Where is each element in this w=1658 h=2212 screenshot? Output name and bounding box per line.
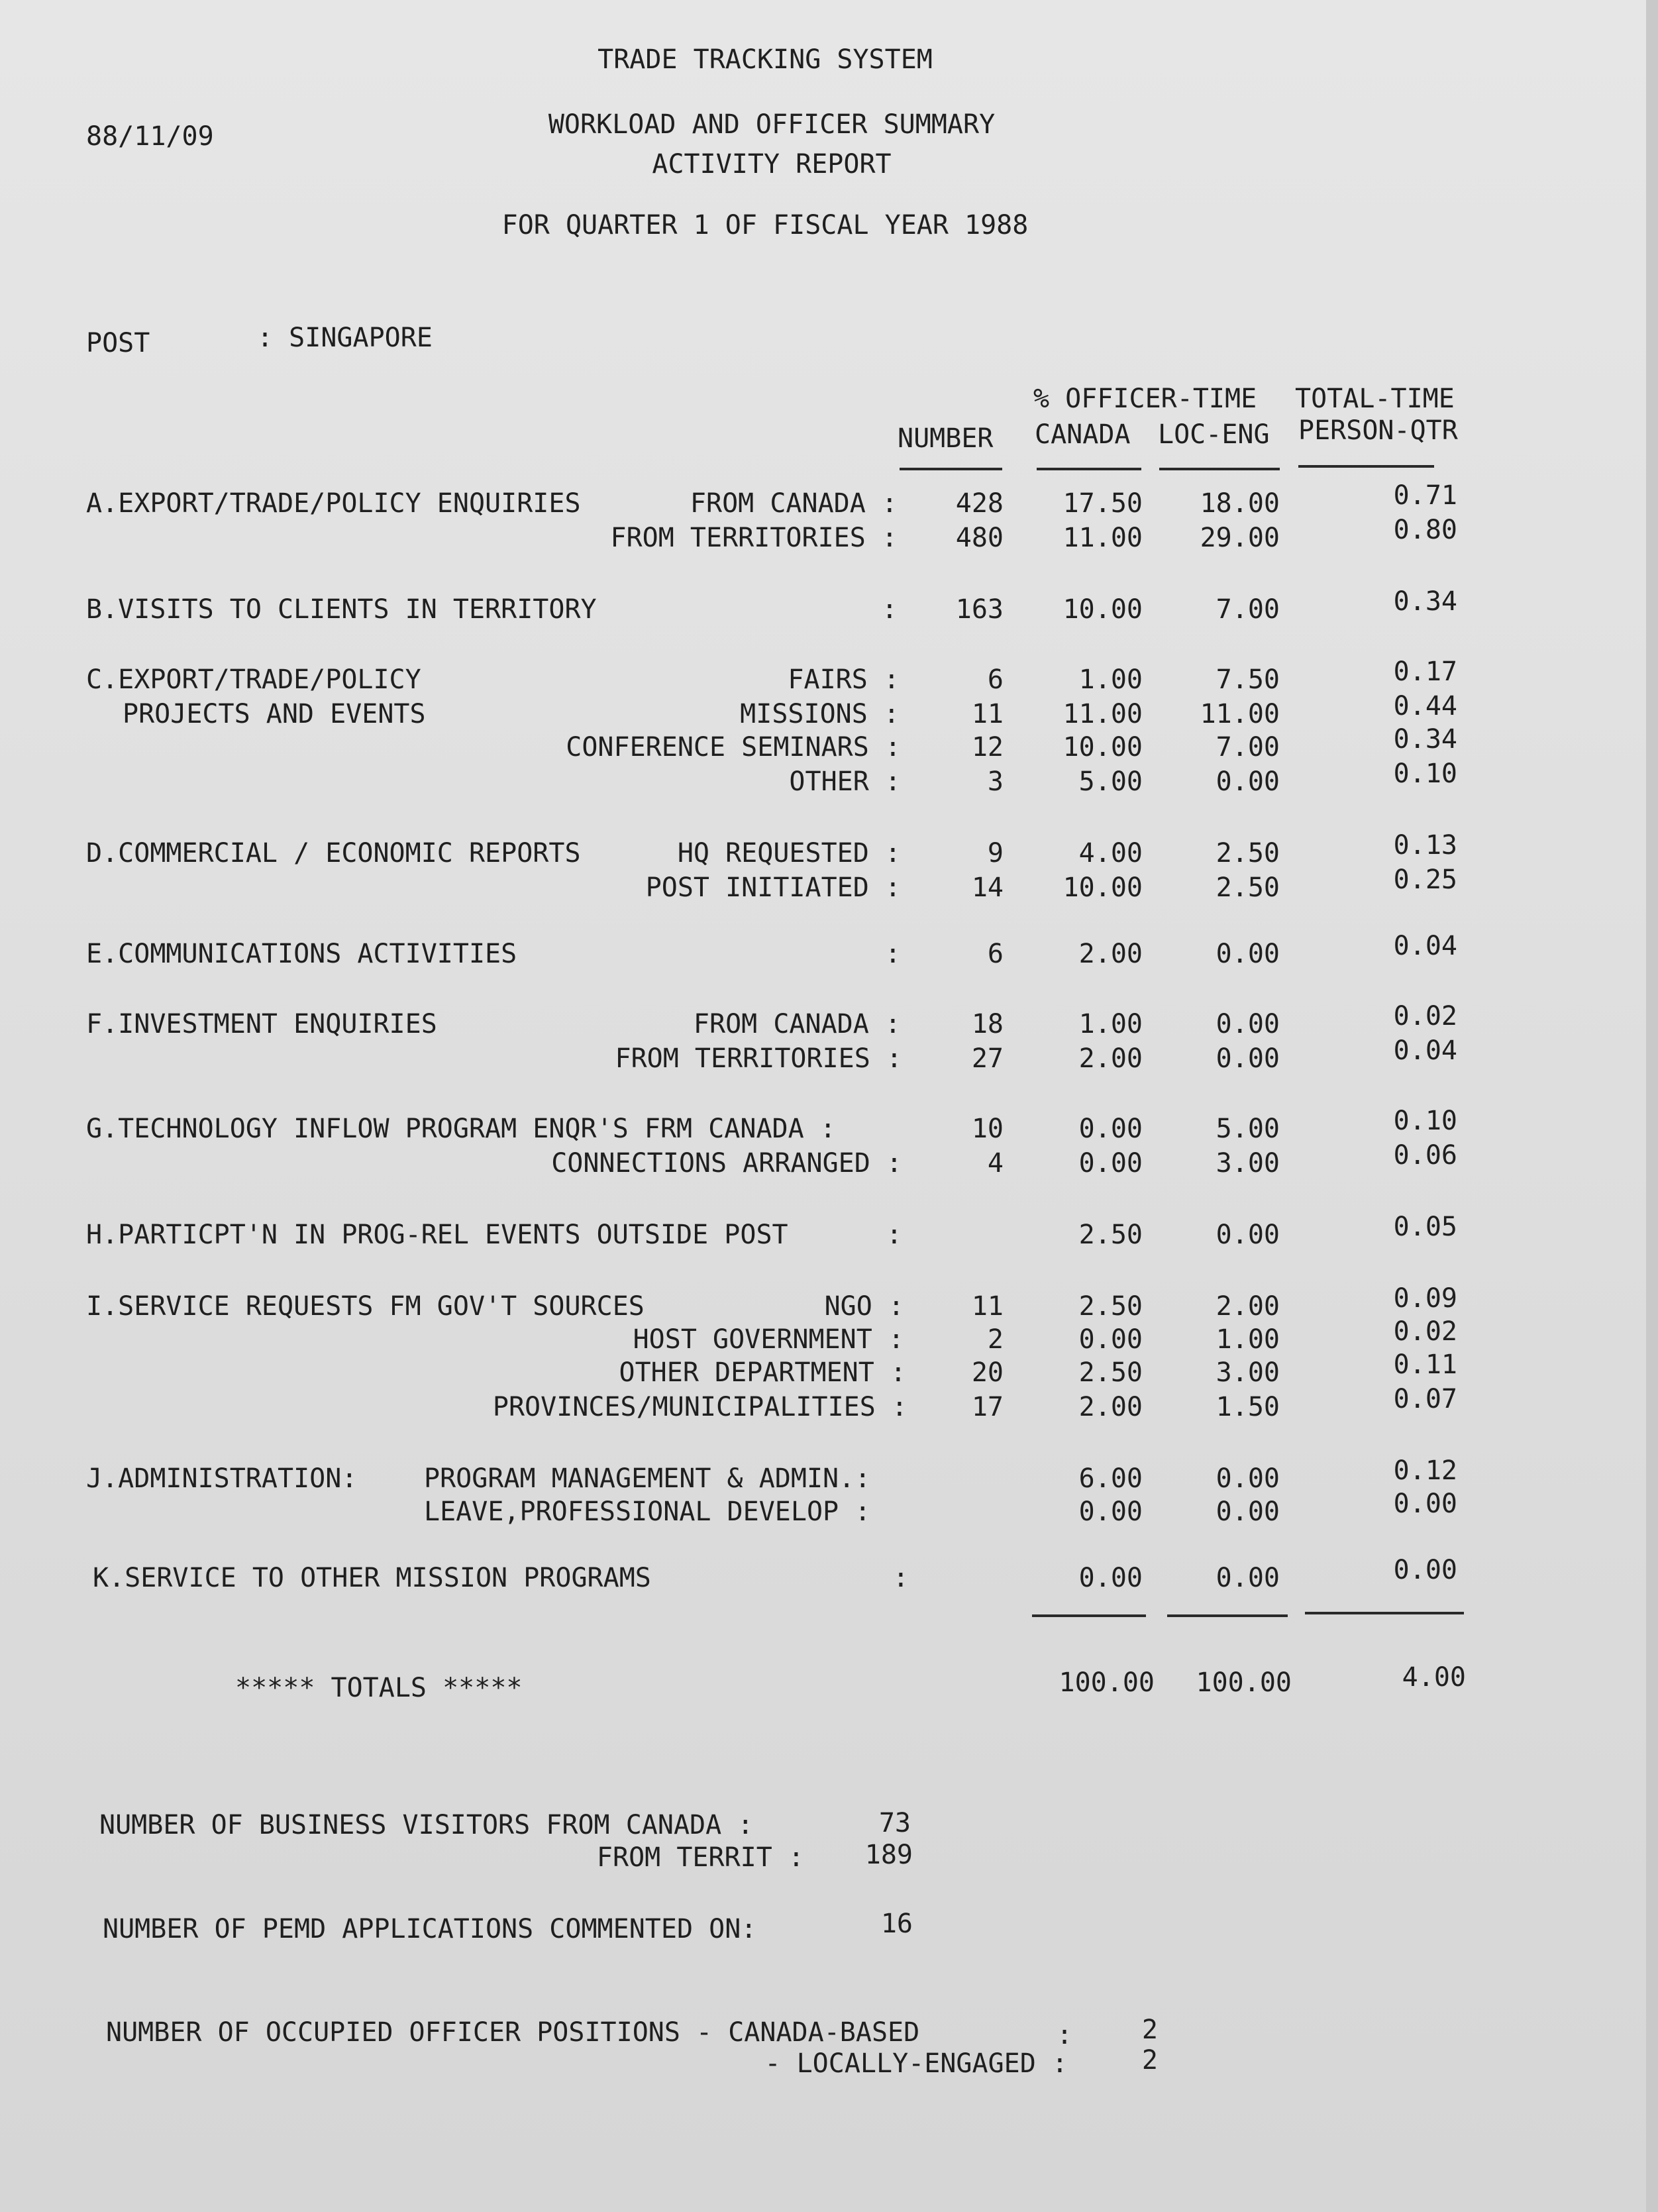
row-canada-pct: 0.00 bbox=[1078, 1148, 1143, 1179]
row-canada-pct: 10.00 bbox=[1062, 872, 1143, 903]
row-person-qtr: 0.00 bbox=[1393, 1489, 1457, 1519]
row-category: C.EXPORT/TRADE/POLICY bbox=[86, 664, 421, 695]
row-loceng-pct: 5.00 bbox=[1216, 1114, 1280, 1144]
totals-rule-total bbox=[1305, 1612, 1464, 1614]
pemd-label: NUMBER OF PEMD APPLICATIONS COMMENTED ON: bbox=[103, 1914, 757, 1944]
row-person-qtr: 0.10 bbox=[1393, 759, 1457, 789]
loceng-column-header: LOC-ENG bbox=[1158, 419, 1270, 450]
row-loceng-pct: 7.00 bbox=[1216, 732, 1280, 763]
row-loceng-pct: 0.00 bbox=[1216, 939, 1280, 969]
row-number: 10 bbox=[971, 1114, 1004, 1144]
row-canada-pct: 2.00 bbox=[1078, 939, 1143, 969]
row-category: K.SERVICE TO OTHER MISSION PROGRAMS bbox=[93, 1563, 651, 1593]
row-loceng-pct: 1.00 bbox=[1216, 1324, 1280, 1355]
row-person-qtr: 0.07 bbox=[1393, 1384, 1457, 1414]
row-loceng-pct: 18.00 bbox=[1200, 488, 1280, 519]
row-canada-pct: 11.00 bbox=[1062, 699, 1143, 729]
row-person-qtr: 0.34 bbox=[1393, 586, 1457, 617]
post-value: : SINGAPORE bbox=[257, 323, 433, 353]
row-person-qtr: 0.02 bbox=[1393, 1001, 1457, 1031]
row-number: 17 bbox=[971, 1392, 1004, 1422]
row-subcategory: : bbox=[884, 939, 901, 969]
officer-time-header: % OFFICER-TIME bbox=[1033, 384, 1257, 414]
row-loceng-pct: 1.50 bbox=[1216, 1392, 1280, 1422]
column-rule-total bbox=[1298, 465, 1434, 468]
totals-canada: 100.00 bbox=[1059, 1667, 1155, 1698]
row-loceng-pct: 0.00 bbox=[1216, 1463, 1280, 1494]
row-number: 163 bbox=[955, 594, 1004, 625]
row-loceng-pct: 2.00 bbox=[1216, 1291, 1280, 1322]
row-category: F.INVESTMENT ENQUIRIES bbox=[86, 1009, 437, 1039]
row-person-qtr: 0.06 bbox=[1393, 1140, 1457, 1171]
totals-loceng: 100.00 bbox=[1196, 1667, 1292, 1698]
row-number: 20 bbox=[971, 1357, 1004, 1388]
row-canada-pct: 11.00 bbox=[1062, 523, 1143, 553]
canada-column-header: CANADA bbox=[1035, 419, 1131, 450]
row-subcategory: FAIRS : bbox=[788, 664, 900, 695]
row-subcategory: : bbox=[892, 1563, 909, 1593]
row-canada-pct: 17.50 bbox=[1062, 488, 1143, 519]
row-person-qtr: 0.13 bbox=[1393, 830, 1457, 861]
row-canada-pct: 2.00 bbox=[1078, 1392, 1143, 1422]
positions-canada-label: NUMBER OF OCCUPIED OFFICER POSITIONS - CANADA-BASED bbox=[106, 2017, 920, 2048]
row-number: 480 bbox=[955, 523, 1004, 553]
row-subcategory: FROM TERRITORIES : bbox=[615, 1043, 902, 1074]
row-canada-pct: 1.00 bbox=[1078, 1009, 1143, 1039]
row-category: A.EXPORT/TRADE/POLICY ENQUIRIES bbox=[86, 488, 581, 519]
report-title: TRADE TRACKING SYSTEM bbox=[597, 44, 933, 75]
row-person-qtr: 0.00 bbox=[1393, 1555, 1457, 1585]
row-canada-pct: 2.50 bbox=[1078, 1220, 1143, 1250]
row-subcategory: POST INITIATED : bbox=[645, 872, 901, 903]
row-category: I.SERVICE REQUESTS FM GOV'T SOURCES bbox=[86, 1291, 645, 1322]
visitors-canada-label: NUMBER OF BUSINESS VISITORS FROM CANADA : bbox=[99, 1810, 754, 1840]
row-number: 6 bbox=[987, 939, 1004, 969]
row-subcategory: HQ REQUESTED : bbox=[677, 838, 901, 869]
row-canada-pct: 0.00 bbox=[1078, 1563, 1143, 1593]
row-subcategory: FROM CANADA : bbox=[690, 488, 898, 519]
row-subcategory: CONFERENCE SEMINARS : bbox=[566, 732, 901, 763]
row-loceng-pct: 3.00 bbox=[1216, 1148, 1280, 1179]
row-loceng-pct: 0.00 bbox=[1216, 1497, 1280, 1527]
row-canada-pct: 0.00 bbox=[1078, 1497, 1143, 1527]
row-canada-pct: 2.50 bbox=[1078, 1357, 1143, 1388]
total-time-header: TOTAL-TIME bbox=[1295, 384, 1455, 414]
row-subcategory: FROM TERRITORIES : bbox=[610, 523, 898, 553]
row-category: H.PARTICPT'N IN PROG-REL EVENTS OUTSIDE POST bbox=[86, 1220, 788, 1250]
row-canada-pct: 6.00 bbox=[1078, 1463, 1143, 1494]
row-loceng-pct: 2.50 bbox=[1216, 838, 1280, 869]
row-category: E.COMMUNICATIONS ACTIVITIES bbox=[86, 939, 517, 969]
row-person-qtr: 0.17 bbox=[1393, 657, 1457, 687]
row-person-qtr: 0.05 bbox=[1393, 1212, 1457, 1242]
pemd-value: 16 bbox=[880, 1909, 913, 1939]
row-canada-pct: 1.00 bbox=[1078, 664, 1143, 695]
row-subcategory: PROVINCES/MUNICIPALITIES : bbox=[492, 1392, 907, 1422]
positions-canada-value: 2 bbox=[1141, 2015, 1158, 2045]
row-subcategory: NGO : bbox=[824, 1291, 904, 1322]
row-loceng-pct: 7.00 bbox=[1216, 594, 1280, 625]
row-subcategory: OTHER : bbox=[789, 766, 901, 797]
row-loceng-pct: 0.00 bbox=[1216, 1220, 1280, 1250]
totals-person-qtr: 4.00 bbox=[1402, 1662, 1466, 1693]
row-category: D.COMMERCIAL / ECONOMIC REPORTS bbox=[86, 838, 581, 869]
row-subcategory: PROGRAM MANAGEMENT & ADMIN.: bbox=[424, 1463, 871, 1494]
row-loceng-pct: 7.50 bbox=[1216, 664, 1280, 695]
row-number: 3 bbox=[987, 766, 1004, 797]
row-person-qtr: 0.11 bbox=[1393, 1349, 1457, 1380]
row-number: 6 bbox=[987, 664, 1004, 695]
report-date: 88/11/09 bbox=[86, 121, 214, 152]
row-person-qtr: 0.44 bbox=[1393, 691, 1457, 721]
person-qtr-column-header: PERSON-QTR bbox=[1298, 415, 1458, 446]
row-person-qtr: 0.04 bbox=[1393, 931, 1457, 961]
row-number: 18 bbox=[971, 1009, 1004, 1039]
column-rule-canada bbox=[1037, 468, 1141, 470]
row-number: 11 bbox=[971, 1291, 1004, 1322]
column-rule-number bbox=[900, 468, 1002, 470]
row-person-qtr: 0.12 bbox=[1393, 1455, 1457, 1486]
row-loceng-pct: 0.00 bbox=[1216, 1043, 1280, 1074]
row-canada-pct: 4.00 bbox=[1078, 838, 1143, 869]
row-person-qtr: 0.80 bbox=[1393, 515, 1457, 545]
row-number: 11 bbox=[971, 699, 1004, 729]
row-canada-pct: 0.00 bbox=[1078, 1114, 1143, 1144]
row-number: 27 bbox=[971, 1043, 1004, 1074]
row-loceng-pct: 11.00 bbox=[1200, 699, 1280, 729]
row-loceng-pct: 3.00 bbox=[1216, 1357, 1280, 1388]
row-number: 14 bbox=[971, 872, 1004, 903]
row-person-qtr: 0.25 bbox=[1393, 865, 1457, 895]
row-loceng-pct: 0.00 bbox=[1216, 1009, 1280, 1039]
row-person-qtr: 0.02 bbox=[1393, 1316, 1457, 1347]
positions-local-value: 2 bbox=[1141, 2045, 1158, 2076]
row-category: B.VISITS TO CLIENTS IN TERRITORY bbox=[86, 594, 597, 625]
totals-rule-canada bbox=[1032, 1614, 1146, 1617]
row-subcategory: CONNECTIONS ARRANGED : bbox=[551, 1148, 902, 1179]
visitors-territ-label: FROM TERRIT : bbox=[596, 1842, 804, 1873]
row-subcategory: HOST GOVERNMENT : bbox=[633, 1324, 904, 1355]
visitors-territ-value: 189 bbox=[864, 1840, 913, 1870]
row-number: 12 bbox=[971, 732, 1004, 763]
row-canada-pct: 2.50 bbox=[1078, 1291, 1143, 1322]
row-subcategory: FROM CANADA : bbox=[693, 1009, 901, 1039]
number-column-header: NUMBER bbox=[898, 423, 994, 454]
row-number: 2 bbox=[987, 1324, 1004, 1355]
page-edge bbox=[1646, 0, 1658, 2212]
row-number: 9 bbox=[987, 838, 1004, 869]
row-person-qtr: 0.04 bbox=[1393, 1035, 1457, 1066]
row-canada-pct: 10.00 bbox=[1062, 594, 1143, 625]
visitors-canada-value: 73 bbox=[878, 1808, 911, 1838]
row-loceng-pct: 0.00 bbox=[1216, 766, 1280, 797]
totals-rule-loceng bbox=[1167, 1614, 1288, 1617]
report-subtitle-2: ACTIVITY REPORT bbox=[652, 149, 892, 180]
row-subcategory: : bbox=[886, 1220, 902, 1250]
row-canada-pct: 2.00 bbox=[1078, 1043, 1143, 1074]
row-subcategory: MISSIONS : bbox=[740, 699, 900, 729]
row-canada-pct: 10.00 bbox=[1062, 732, 1143, 763]
row-canada-pct: 5.00 bbox=[1078, 766, 1143, 797]
row-canada-pct: 0.00 bbox=[1078, 1324, 1143, 1355]
totals-label: ***** TOTALS ***** bbox=[235, 1673, 523, 1703]
row-category: G.TECHNOLOGY INFLOW PROGRAM ENQR'S FRM CANADA : bbox=[86, 1114, 836, 1144]
row-loceng-pct: 2.50 bbox=[1216, 872, 1280, 903]
row-subcategory: OTHER DEPARTMENT : bbox=[619, 1357, 906, 1388]
row-loceng-pct: 29.00 bbox=[1200, 523, 1280, 553]
column-rule-loceng bbox=[1159, 468, 1280, 470]
report-subtitle: WORKLOAD AND OFFICER SUMMARY bbox=[548, 109, 996, 140]
row-number: 428 bbox=[955, 488, 1004, 519]
report-period: FOR QUARTER 1 OF FISCAL YEAR 1988 bbox=[501, 210, 1029, 240]
row-number: 4 bbox=[987, 1148, 1004, 1179]
row-category: J.ADMINISTRATION: bbox=[86, 1463, 358, 1494]
row-subcategory: LEAVE,PROFESSIONAL DEVELOP : bbox=[424, 1497, 871, 1527]
row-category: PROJECTS AND EVENTS bbox=[123, 699, 426, 729]
post-label: POST bbox=[86, 328, 150, 358]
row-person-qtr: 0.34 bbox=[1393, 724, 1457, 755]
row-person-qtr: 0.71 bbox=[1393, 480, 1457, 511]
row-person-qtr: 0.10 bbox=[1393, 1106, 1457, 1136]
row-subcategory: : bbox=[881, 594, 898, 625]
row-loceng-pct: 0.00 bbox=[1216, 1563, 1280, 1593]
positions-colon: : bbox=[1057, 2020, 1073, 2050]
row-person-qtr: 0.09 bbox=[1393, 1283, 1457, 1314]
positions-local-label: - LOCALLY-ENGAGED : bbox=[764, 2048, 1068, 2079]
